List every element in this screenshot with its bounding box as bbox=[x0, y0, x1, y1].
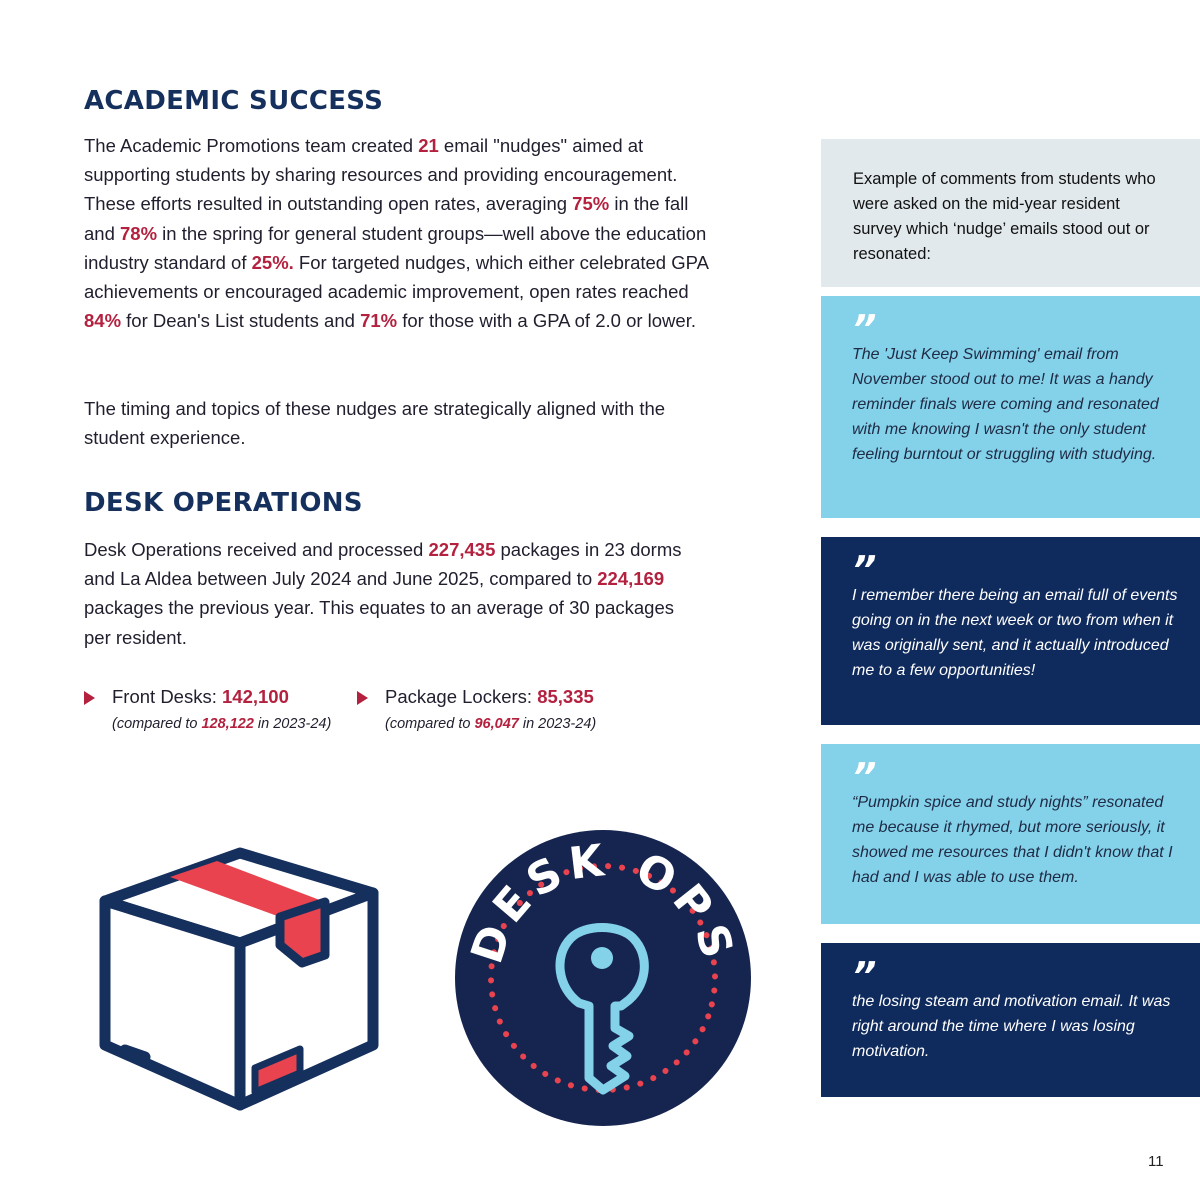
highlight-number: 21 bbox=[418, 135, 439, 156]
stat-label: Package Lockers: bbox=[385, 686, 538, 707]
academic-success-paragraph bbox=[84, 131, 724, 335]
key-hole bbox=[591, 947, 613, 969]
desk-operations-paragraph bbox=[84, 535, 694, 652]
quote-mark-icon: ” bbox=[852, 954, 877, 998]
stat-compare-suffix: in 2023-24) bbox=[518, 716, 597, 732]
stat-compare-prefix: (compared to bbox=[112, 716, 202, 732]
highlight-number: 84% bbox=[84, 310, 122, 332]
quote-text: the losing steam and motivation email. It was right around the time where I was losing motivation. bbox=[852, 993, 1171, 1060]
stat-value: 85,335 bbox=[537, 686, 594, 707]
text-segment: email "nudges" aimed at supporting students by sharing resources and providing encouragement. These efforts resulted in outstanding open rates, averaging bbox=[84, 135, 678, 215]
stat-compare-prefix: (compared to bbox=[385, 716, 475, 732]
academic-success-heading: ACADEMIC SUCCESS bbox=[84, 86, 384, 116]
quote-mark-icon: ” bbox=[852, 548, 877, 592]
quote-card bbox=[821, 744, 1200, 924]
text-segment: packages the previous year. This equates to an average of 30 packages per resident. bbox=[84, 597, 674, 648]
highlight-number: 224,169 bbox=[597, 568, 665, 590]
text-segment: for those with a GPA of 2.0 or lower. bbox=[397, 310, 696, 332]
text-segment: For targeted nudges, which either celebrated GPA achievements or encouraged academic improvement, open rates reached bbox=[84, 251, 708, 303]
highlight-number: 78% bbox=[120, 222, 158, 244]
text-segment: in the fall and bbox=[84, 193, 689, 244]
package-box-icon bbox=[95, 845, 390, 1115]
quote-card bbox=[821, 296, 1200, 518]
stat-label: Front Desks: bbox=[112, 686, 222, 707]
stat-compare-value: 96,047 bbox=[474, 716, 519, 732]
stat-value: 142,100 bbox=[222, 686, 289, 707]
text-segment: The Academic Promotions team created bbox=[84, 135, 419, 156]
quote-mark-icon: ” bbox=[852, 755, 877, 799]
desk-ops-logo bbox=[453, 828, 753, 1128]
sidebar-intro: Example of comments from students who were asked on the mid-year resident survey which ‘nudge’ emails stood out or resonated: bbox=[821, 139, 1200, 287]
highlight-number: 71% bbox=[360, 310, 398, 332]
highlight-number: 227,435 bbox=[428, 539, 496, 560]
stat-compare-suffix: in 2023-24) bbox=[253, 716, 332, 732]
highlight-number: 25%. bbox=[251, 251, 294, 273]
text-segment: Desk Operations received and processed bbox=[84, 539, 429, 560]
academic-timing-paragraph: The timing and topics of these nudges are strategically aligned with the student experience. bbox=[84, 398, 666, 449]
text-segment: packages in 23 dorms and La Aldea between July 2024 and June 2025, compared to bbox=[84, 539, 682, 590]
quote-text: “Pumpkin spice and study nights” resonated me because it rhymed, but more seriously, it showed me resources that I didn't know that I had and I was able to use them. bbox=[852, 794, 1173, 886]
quote-card bbox=[821, 943, 1200, 1097]
logo-text: DESK OPS bbox=[461, 834, 745, 970]
bullet-triangle-icon bbox=[84, 691, 95, 705]
highlight-number: 75% bbox=[572, 193, 610, 215]
text-segment: for Dean's List students and bbox=[121, 310, 361, 332]
stat-compare-value: 128,122 bbox=[201, 716, 254, 732]
quote-mark-icon: ” bbox=[852, 307, 877, 351]
quote-card bbox=[821, 537, 1200, 725]
desk-operations-heading: DESK OPERATIONS bbox=[84, 488, 363, 518]
quote-text: I remember there being an email full of events going on in the next week or two from when it was originally sent, and it actually introduced me to a few opportunities! bbox=[852, 587, 1178, 679]
quote-text: The 'Just Keep Swimming' email from November stood out to me! It was a handy reminder finals were coming and resonated with me knowing I wasn't the only student feeling burntout or struggling with studying. bbox=[852, 346, 1159, 463]
bullet-triangle-icon bbox=[357, 691, 368, 705]
page-number: 11 bbox=[1148, 1153, 1164, 1170]
text-segment: in the spring for general student groups—well above the education industry standard of bbox=[84, 222, 707, 273]
